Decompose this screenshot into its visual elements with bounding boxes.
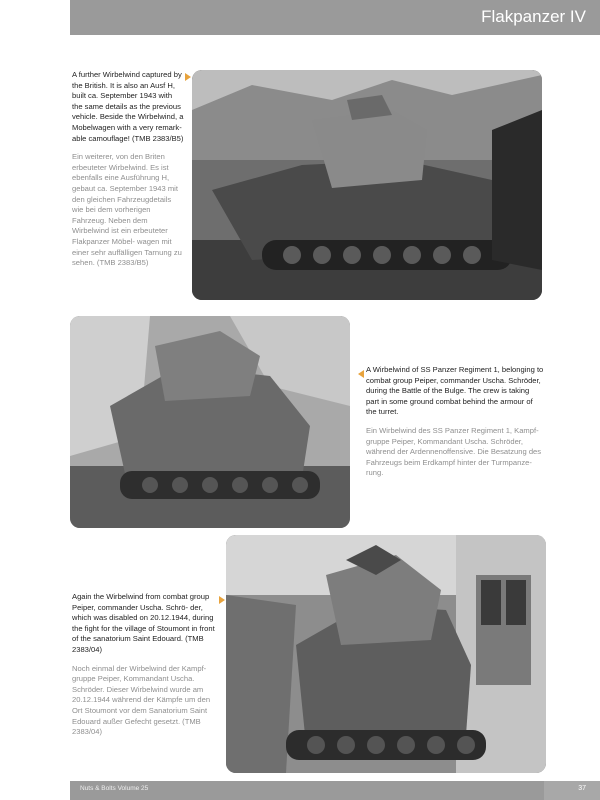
page-number: 37 xyxy=(578,785,586,792)
caption-2 xyxy=(366,365,544,479)
page-title: Flakpanzer IV xyxy=(481,7,586,26)
caption-pointer-2 xyxy=(358,370,364,378)
caption-3-english: Again the Wirbelwind from combat group Peiper, commander Uscha. Schrö- der, which was disabled on 20.12.1944, during the fight for the village of Stoumont in front of the sanatorium Saint Edouard. (TMB 2383/04) xyxy=(72,592,215,654)
caption-2-english: A Wirbelwind of SS Panzer Regiment 1, belonging to combat group Peiper, commander Uscha. Schröder, during the Battle of the Bulge. The crew is taking part in some ground combat behind the armour of the turret. xyxy=(366,365,544,417)
page-number-box xyxy=(544,781,600,800)
photo-wirbelwind-captured xyxy=(192,70,542,300)
photo-wirbelwind-bulge xyxy=(70,316,350,528)
footer-publication: Nuts & Bolts Volume 25 xyxy=(80,785,149,792)
caption-3 xyxy=(72,592,217,738)
caption-pointer-3 xyxy=(219,596,225,604)
caption-2-german: Ein Wirbelwind des SS Panzer Regiment 1, Kampf- gruppe Peiper, Kommandant Uscha. Schröder, während der Ardennenoffensive. Die Besatzung des Fahrzeugs beim Erdkampf hinter der Turmpanze- rung. xyxy=(366,425,542,478)
caption-1 xyxy=(72,70,184,269)
caption-pointer-1 xyxy=(185,73,191,81)
photo-wirbelwind-stoumont xyxy=(226,535,546,773)
caption-1-english: A further Wirbelwind captured by the British. It is also an Ausf H, built ca. September 1943 with the same details as the previous vehicle. Beside the Wirbelwind, a Mobelwagen with a very remark- able camouflage! (TMB 2383/B5) xyxy=(72,70,184,143)
caption-1-german: Ein weiterer, von den Briten erbeuteter Wirbelwind. Es ist ebenfalls eine Ausführung H, gebaut ca. September 1943 mit den gleichen Fahrzeugdetails wie bei dem vorherigen Fahrzeug. Neben dem Wirbelwind ist ein erbeuteter Flakpanzer Möbel- wagen mit einer sehr auffälligen Tarnung zu sehen. (TMB 2383/B5) xyxy=(72,152,182,268)
caption-3-german: Noch einmal der Wirbelwind der Kampf- gruppe Peiper, Kommandant Uscha. Schröder. Dieser Wirbelwind wurde am 20.12.1944 während der Kämpfe um den Ort Stoumont vor dem Sanatorium Saint Edouard außer Gefecht gesetzt. (TMB 2383/04) xyxy=(72,663,211,737)
